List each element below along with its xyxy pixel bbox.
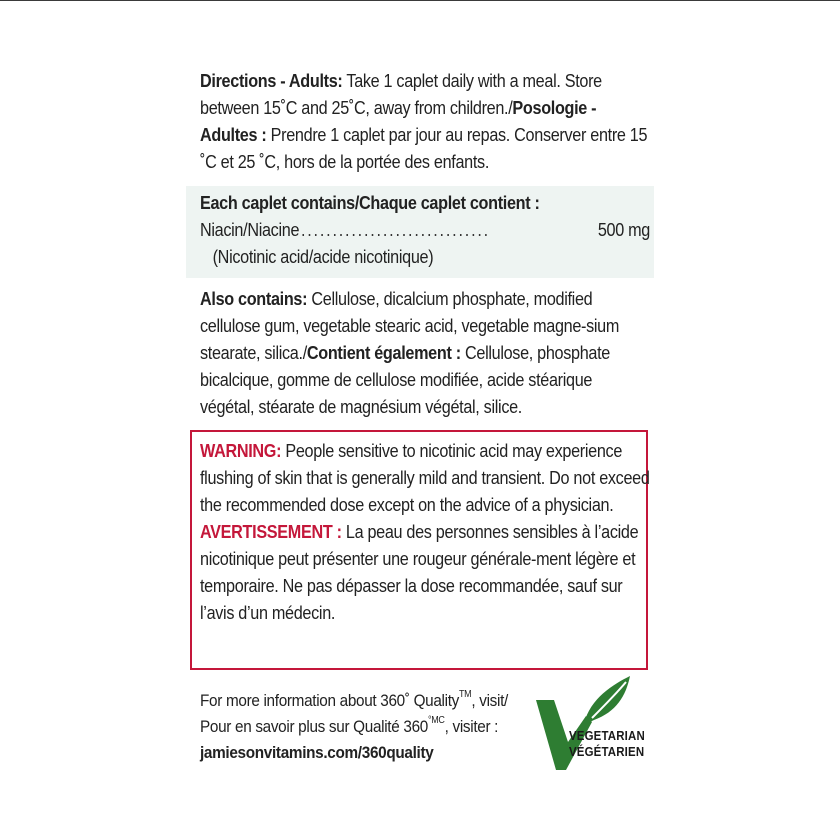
- trademark-mark: TM: [459, 689, 472, 700]
- leaf-shape: [584, 676, 630, 724]
- warning-section: [200, 438, 650, 627]
- directions-text-en: Take 1 caplet daily with a meal. Store between 15˚C and 25˚C, away from children./: [200, 71, 602, 118]
- ingredient-row: [200, 217, 650, 244]
- vegetarian-leaf-icon: [534, 676, 654, 776]
- directions-section: [200, 68, 650, 176]
- vegetarian-label-fr: VÉGÉTARIEN: [569, 744, 645, 759]
- ingredient-name: Niacin/Niacine: [200, 220, 300, 240]
- footer-line-en: For more information about 360˚ Quality™, visit/: [200, 689, 508, 710]
- ingredient-dot-leader: ..............................: [300, 220, 490, 240]
- also-contains-text-en: Cellulose, dicalcium phosphate, modified cellulose gum, vegetable stearic acid, vegetable magne-sium stearate, silica./: [200, 289, 620, 363]
- footer-info: [200, 688, 551, 766]
- directions-text-fr: Prendre 1 caplet par jour au repas. Conserver entre 15 ˚C et 25 ˚C, hors de la portée des enfants.: [200, 125, 648, 172]
- top-rule: [0, 0, 840, 1]
- warning-label-en: WARNING:: [200, 441, 282, 461]
- directions-label-fr: Posologie - Adultes :: [200, 98, 597, 145]
- warning-en: [200, 438, 650, 519]
- ingredient-amount: 500 mg: [597, 220, 650, 240]
- ingredient-note: (Nicotinic acid/acide nicotinique): [212, 247, 434, 267]
- directions-label-en: Directions - Adults:: [200, 71, 343, 91]
- warning-text-en: People sensitive to nicotinic acid may experience flushing of skin that is generally mild and transient. Do not exceed the recommended dose except on the advice of a physician.: [200, 441, 650, 515]
- marque-mark: °MC: [427, 715, 445, 726]
- warning-text-fr: La peau des personnes sensibles à l’acide nicotinique peut présenter une rougeur générale-ment légère et temporaire. Ne pas dépasser la dose recommandée, sauf sur l’avis d’un médecin.: [200, 522, 639, 623]
- also-contains-label-en: Also contains:: [200, 289, 308, 309]
- vegetarian-label-en: VEGETARIAN: [569, 728, 645, 743]
- contains-section: [200, 190, 650, 271]
- footer-line-fr: Pour en savoir plus sur Qualité $360^{^\circ MC}$, visiter :: [200, 715, 499, 736]
- warning-label-fr: AVERTISSEMENT :: [200, 522, 342, 542]
- contains-heading: Each caplet contains/Chaque caplet contient :: [200, 193, 540, 213]
- also-contains-section: [200, 286, 650, 421]
- also-contains-label-fr: Contient également :: [306, 343, 461, 363]
- warning-fr: [200, 519, 650, 627]
- footer-url[interactable]: jamiesonvitamins.com/360quality: [200, 743, 434, 762]
- also-contains-text-fr: Cellulose, phosphate bicalcique, gomme de cellulose modifiée, acide stéarique végétal, stéarate de magnésium végétal, silice.: [200, 343, 611, 417]
